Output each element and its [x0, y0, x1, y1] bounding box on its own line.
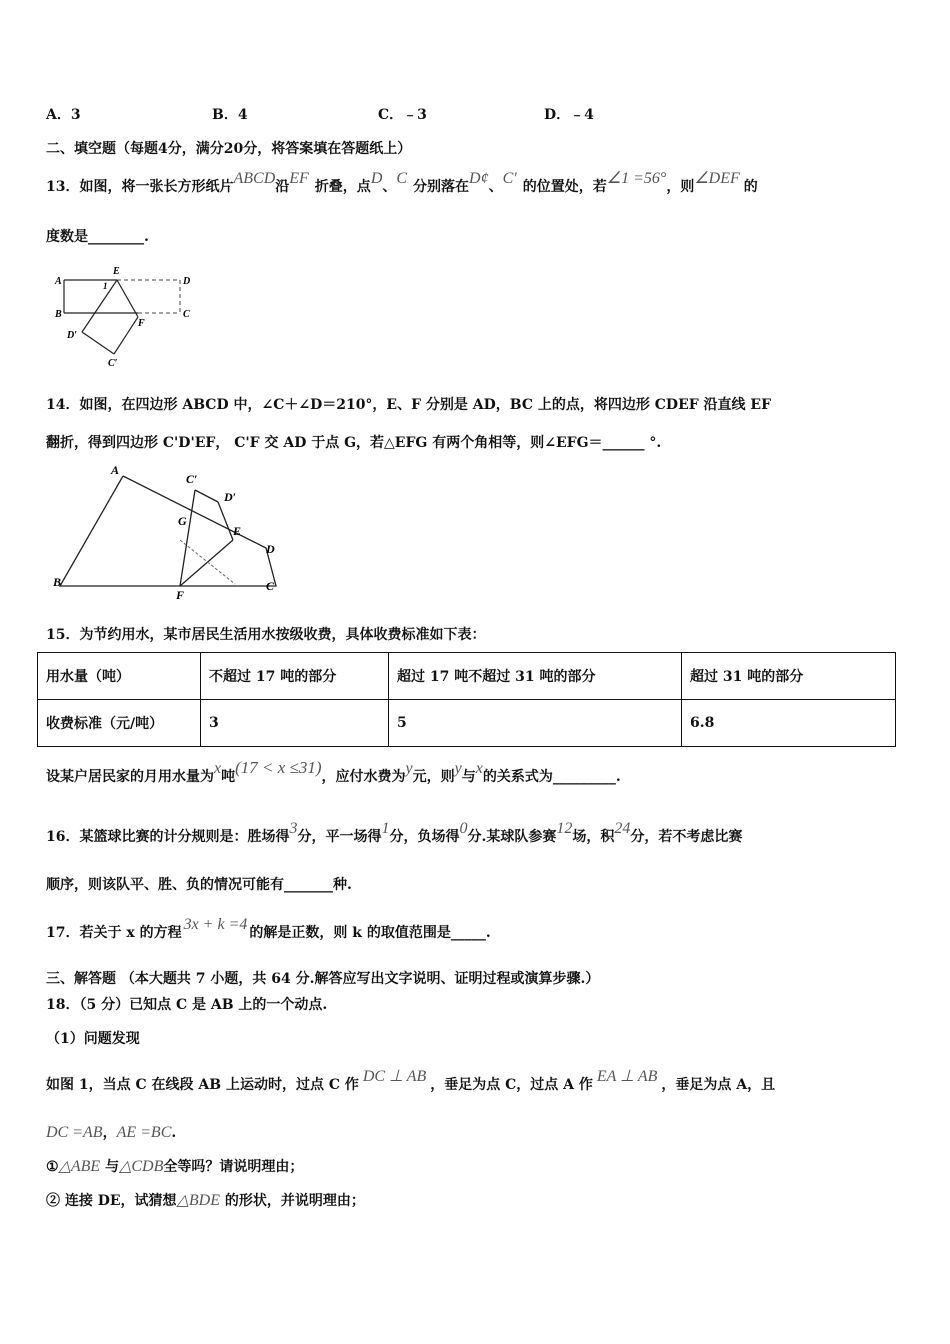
table-cell: 不超过 17 吨的部分	[201, 653, 389, 700]
q18-line2: DC =AB，AE =BC.	[46, 1124, 177, 1141]
section-3-title: 三、解答题 （本大题共 7 小题，共 64 分.解答应写出文字说明、证明过程或演算步骤.）	[46, 971, 600, 987]
fig14-label-f: F	[176, 588, 185, 602]
q15-question: 设某户居民家的月用水量为x吨(17 < x ≤31)，应付水费为y元，则y与x的关系式为_________.	[46, 758, 621, 785]
fig14-label-e: E	[233, 524, 242, 538]
table-cell: 3	[201, 700, 389, 747]
fig13-label-d: D	[183, 276, 191, 287]
option-c: C．﹣3	[378, 107, 427, 123]
fig13-label-a: A	[55, 276, 62, 287]
q15-intro: 15．为节约用水，某市居民生活用水按级收费，具体收费标准如下表：	[46, 627, 486, 643]
fig14-label-dprime: D′	[224, 490, 237, 504]
fig13-label-b: B	[55, 309, 62, 320]
table-cell: 5	[389, 700, 682, 747]
fig13-label-e: E	[113, 266, 120, 277]
fig13-label-c: C	[183, 309, 190, 320]
fig14-label-c: C	[266, 579, 275, 593]
fig13-label-1: 1	[103, 281, 108, 291]
table-cell: 收费标准（元/吨）	[38, 700, 201, 747]
q18-part1: （1）问题发现	[46, 1031, 140, 1047]
q18-item2: ② 连接 DE，试猜想△BDE 的形状，并说明理由；	[46, 1192, 365, 1209]
fig14-label-g: G	[178, 514, 187, 528]
table-cell: 用水量（吨）	[38, 653, 201, 700]
q13-line1: 13．如图，将一张长方形纸片ABCD沿EF 折叠，点D、C 分别落在D¢、C′ 的位置处，若∠1 =56°，则∠DEF 的	[46, 170, 758, 195]
table-row	[38, 653, 896, 700]
section-2-title: 二、填空题（每题4分，满分20分，将答案填在答题纸上）	[46, 141, 412, 157]
q14-figure	[50, 458, 290, 608]
fig14-label-d: D	[266, 542, 275, 556]
fee-table	[37, 652, 896, 747]
q16-line1: 16．某篮球比赛的计分规则是：胜场得3分，平一场得1分，负场得0分.某球队参赛12场，积24分，若不考虑比赛	[46, 820, 743, 845]
table-cell: 6.8	[682, 700, 896, 747]
fig13-label-cprime: C′	[108, 358, 118, 369]
option-a: A．3	[46, 107, 81, 123]
option-b: B．4	[212, 107, 248, 123]
q16-line2: 顺序，则该队平、胜、负的情况可能有_______种.	[46, 877, 352, 893]
option-d: D．﹣4	[544, 107, 594, 123]
fig13-label-dprime: D′	[67, 330, 78, 341]
fig13-label-f: F	[138, 318, 145, 329]
table-row	[38, 700, 896, 747]
q17: 17．若关于 x 的方程 3x + k =4 的解是正数，则 k 的取值范围是_____.	[46, 916, 491, 941]
table-cell: 超过 31 吨的部分	[682, 653, 896, 700]
fig14-label-a: A	[111, 463, 120, 477]
q18-line1: 如图 1，当点 C 在线段 AB 上运动时，过点 C 作 DC ⊥ AB ，垂足为点 C，过点 A 作 EA ⊥ AB ，垂足为点 A，且	[46, 1068, 776, 1093]
table-cell: 超过 17 吨不超过 31 吨的部分	[389, 653, 682, 700]
q13-figure	[52, 262, 202, 372]
q13-line2: 度数是________.	[46, 229, 149, 245]
q14-line2: 翻折，得到四边形 C'D'EF， C'F 交 AD 于点 G，若△EFG 有两个角相等，则∠EFG＝______ °.	[46, 435, 662, 451]
fig14-label-cprime: C′	[186, 472, 198, 486]
q14-line1: 14．如图，在四边形 ABCD 中，∠C＋∠D＝210°，E、F 分别是 AD，BC 上的点，将四边形 CDEF 沿直线 EF	[46, 397, 772, 413]
q18-stem: 18．（5 分）已知点 C 是 AB 上的一个动点.	[46, 997, 328, 1013]
q18-item1: ①△ABE 与△CDB全等吗？请说明理由；	[46, 1158, 304, 1175]
fig14-label-b: B	[53, 575, 62, 589]
